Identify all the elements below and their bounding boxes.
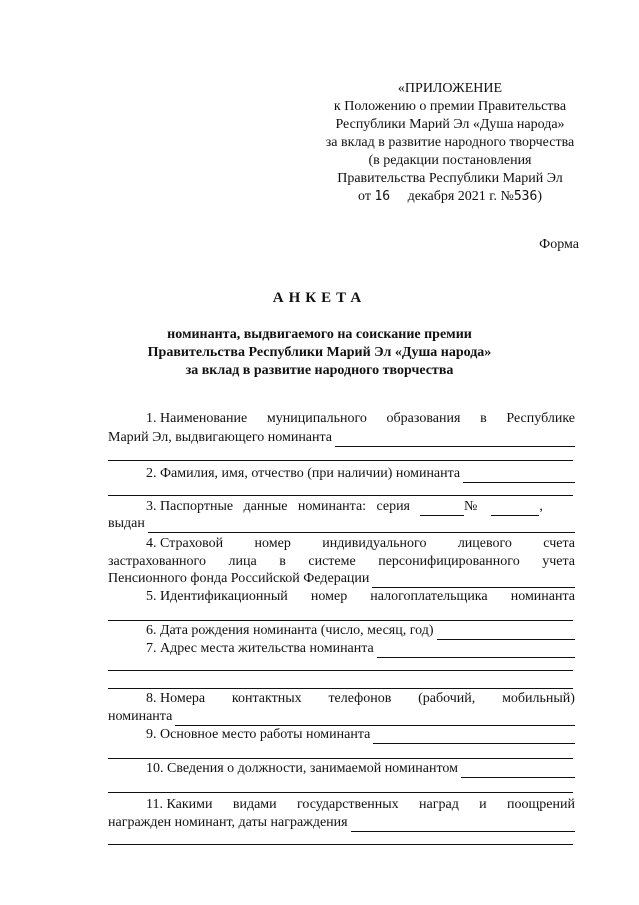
workplace-field[interactable]: [373, 729, 575, 744]
item-8-line: [108, 690, 575, 708]
item-2-field: [108, 465, 575, 483]
address-field-cont[interactable]: [108, 670, 573, 671]
address-field[interactable]: [377, 643, 575, 658]
header-line: к Положению о премии Правительства: [333, 99, 567, 114]
word: государственных: [296, 797, 399, 812]
item-6-field: [108, 622, 575, 640]
item-3-line: [108, 498, 575, 516]
fullname-field-cont[interactable]: [108, 495, 573, 496]
word: 4. Страховой: [146, 536, 224, 551]
item-5-line: [108, 588, 575, 606]
inn-field[interactable]: [108, 620, 573, 621]
word: (рабочий,: [418, 691, 476, 706]
date-prefix: от: [358, 189, 371, 204]
item-4-label: Пенсионного фонда Российской Федерации: [108, 571, 370, 586]
date-rest: декабря 2021 г. №: [407, 189, 514, 204]
word: телефонов: [328, 691, 392, 706]
date-number: 536: [513, 189, 538, 204]
position-field-cont[interactable]: [108, 792, 573, 793]
word: наград: [419, 797, 459, 812]
birthdate-field[interactable]: [437, 625, 575, 640]
item-1-line: [108, 410, 575, 428]
item-11-label: награжден номинант, даты награждения: [108, 815, 348, 830]
item-7-label: 7. Адрес места жительства номинанта: [146, 641, 374, 656]
word: Республике: [506, 411, 575, 426]
fullname-field[interactable]: [463, 468, 575, 483]
awards-field[interactable]: [351, 817, 575, 832]
subtitle-line: Правительства Республики Марий Эл «Душа народа»: [147, 345, 492, 360]
word: 8. Номера: [146, 691, 206, 706]
header-line: (в редакции постановления: [368, 153, 532, 168]
item-8-label: номинанта: [108, 709, 173, 724]
word: образования: [386, 411, 461, 426]
word: 1. Наименование: [146, 411, 248, 426]
form-title: АНКЕТА: [272, 290, 367, 306]
item-9-label: 9. Основное место работы номинанта: [146, 727, 371, 742]
header-date-line: [300, 188, 600, 206]
form-subtitle: [0, 326, 639, 380]
issued-by-field[interactable]: [148, 518, 575, 533]
item-11-line: [108, 796, 575, 814]
item-1-label: Марий Эл, выдвигающего номинанта: [108, 430, 333, 445]
item-8-field: [108, 708, 575, 726]
item-4-line: [108, 535, 575, 553]
passport-series-field[interactable]: [420, 501, 464, 516]
phones-field[interactable]: [175, 711, 575, 726]
workplace-field-cont[interactable]: [108, 758, 573, 759]
item-4-line-2: [108, 553, 575, 571]
item-10-label: 10. Сведения о должности, занимаемой номинантом: [146, 761, 458, 776]
snils-field[interactable]: [372, 573, 575, 588]
header-line: за вклад в развитие народного творчества: [325, 135, 575, 150]
word: мобильный): [502, 691, 575, 706]
word: муниципального: [266, 411, 367, 426]
header-line: Правительства Республики Марий Эл: [337, 171, 563, 186]
word: в: [480, 411, 487, 426]
item-3-words: [146, 498, 410, 516]
item-9-field: [108, 726, 575, 744]
comma: ,: [539, 499, 543, 514]
date-close: ): [537, 189, 542, 204]
number-sign: №: [464, 499, 478, 514]
word: данные: [243, 499, 288, 514]
item-2-label: 2. Фамилия, имя, отчество (при наличии) номинанта: [146, 466, 461, 481]
date-day: 16: [374, 189, 391, 204]
item-10-field: [108, 760, 575, 778]
word: 3. Паспортные: [146, 499, 234, 514]
word: счета: [543, 536, 575, 551]
item-4-field: [108, 570, 575, 588]
word: серия: [376, 499, 410, 514]
item-11-field: [108, 814, 575, 832]
word: лица: [228, 554, 257, 569]
subtitle-line: номинанта, выдвигаемого на соискание премии: [167, 327, 472, 342]
header-line: «ПРИЛОЖЕНИЕ: [397, 81, 503, 96]
form-label: Форма: [539, 237, 579, 252]
header-line: Республики Марий Эл «Душа народа»: [335, 117, 565, 132]
word: 11. Какими: [146, 797, 213, 812]
item-7-field: [108, 640, 575, 658]
word: поощрений: [507, 797, 575, 812]
word: и: [479, 797, 487, 812]
word: 5. Идентификационный: [146, 589, 288, 604]
passport-number-field[interactable]: [491, 501, 539, 516]
word: лицевого: [457, 536, 512, 551]
word: номинанта:: [297, 499, 367, 514]
word: застрахованного: [108, 554, 206, 569]
word: номер: [310, 589, 348, 604]
word: номер: [254, 536, 291, 551]
position-field[interactable]: [461, 763, 575, 778]
appendix-header: [300, 80, 600, 206]
municipality-field[interactable]: [335, 432, 575, 447]
municipality-field-cont[interactable]: [108, 460, 573, 461]
word: в: [279, 554, 286, 569]
word: видами: [232, 797, 277, 812]
word: индивидуального: [322, 536, 427, 551]
item-6-label: 6. Дата рождения номинанта (число, месяц, год): [146, 623, 434, 638]
word: учета: [542, 554, 575, 569]
issued-label: выдан: [108, 516, 145, 531]
word: персонифицированного: [378, 554, 520, 569]
subtitle-line: за вклад в развитие народного творчества: [185, 363, 454, 378]
address-field-cont-2[interactable]: [108, 688, 573, 689]
word: налогоплательщика: [370, 589, 488, 604]
word: номинанта: [510, 589, 575, 604]
word: контактных: [231, 691, 302, 706]
awards-field-cont[interactable]: [108, 844, 573, 845]
item-3-issued: [108, 515, 575, 533]
item-1-field: [108, 429, 575, 447]
word: системе: [308, 554, 356, 569]
